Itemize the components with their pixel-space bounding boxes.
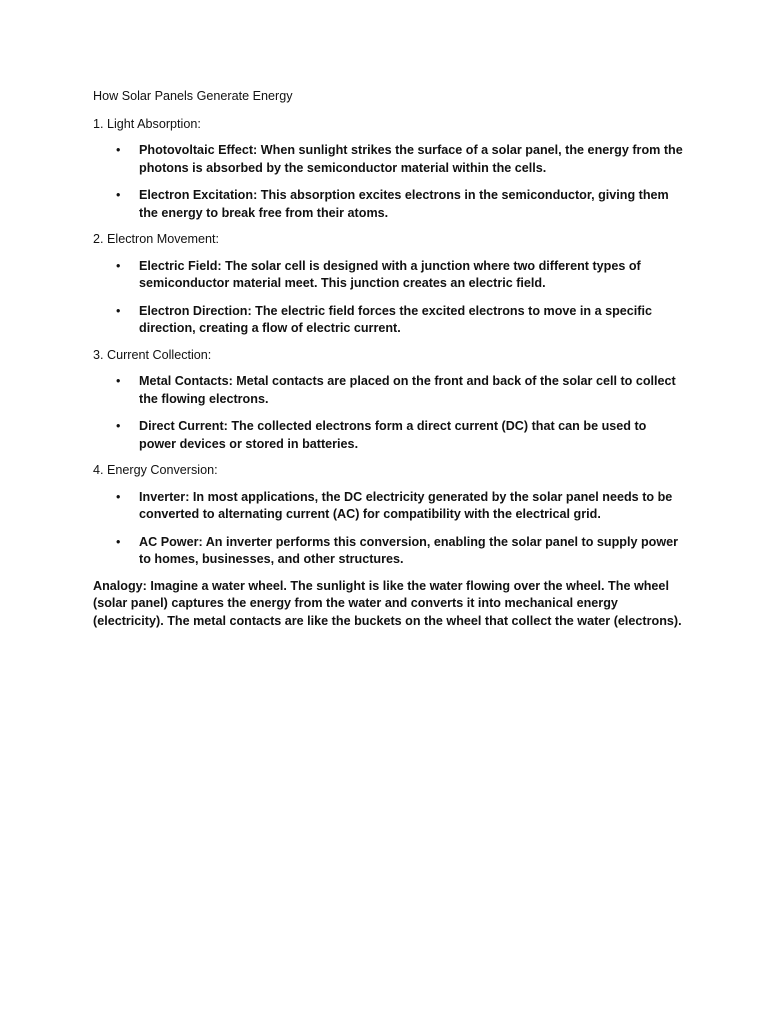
- list-item: [93, 142, 683, 177]
- bullet-list: [93, 142, 683, 222]
- list-item-text: Electric Field: The solar cell is designed with a junction where two different types of semiconductor material meet. This junction creates an electric field.: [139, 258, 641, 290]
- section-heading: 1. Light Absorption:: [93, 116, 201, 131]
- list-item: [93, 258, 683, 293]
- list-item-text: Inverter: In most applications, the DC electricity generated by the solar panel needs to be converted to alternating current (AC) for compatibility with the electrical grid.: [139, 489, 673, 521]
- bullet-icon: •: [116, 143, 121, 157]
- bullet-list: [93, 258, 683, 338]
- list-item-text: Metal Contacts: Metal contacts are placed on the front and back of the solar cell to collect the flowing electrons.: [139, 374, 676, 406]
- document-title: How Solar Panels Generate Energy: [93, 89, 293, 103]
- section-heading: 3. Current Collection:: [93, 347, 212, 362]
- list-item-text: Electron Direction: The electric field forces the excited electrons to move in a specific direction, creating a flow of electric current.: [139, 303, 653, 335]
- bullet-icon: •: [116, 258, 121, 273]
- section-current-collection: [93, 347, 683, 454]
- section-energy-conversion: [93, 462, 683, 569]
- bullet-icon: •: [116, 188, 121, 202]
- list-item: [93, 489, 683, 524]
- list-item-text: AC Power: An inverter performs this conversion, enabling the solar panel to supply power to homes, businesses, and other structures.: [139, 534, 679, 566]
- list-item-text: Direct Current: The collected electrons form a direct current (DC) that can be used to power devices or stored in batteries.: [139, 419, 647, 451]
- list-item: [93, 534, 683, 569]
- document-page: [93, 88, 683, 630]
- section-heading: 2. Electron Movement:: [93, 232, 219, 246]
- list-item: [93, 303, 683, 338]
- list-item-text: Electron Excitation: This absorption excites electrons in the semiconductor, giving them the energy to break free from their atoms.: [139, 188, 669, 220]
- bullet-icon: •: [116, 489, 121, 504]
- list-item: [93, 373, 683, 408]
- list-item-text: Photovoltaic Effect: When sunlight strikes the surface of a solar panel, the energy from the photons is absorbed by the semiconductor material within the cells.: [139, 143, 683, 175]
- bullet-list: [93, 373, 683, 453]
- bullet-icon: •: [116, 374, 121, 388]
- bullet-icon: •: [116, 419, 121, 433]
- bullet-icon: •: [116, 534, 121, 549]
- section-heading: 4. Energy Conversion:: [93, 463, 218, 477]
- section-light-absorption: [93, 116, 683, 223]
- bullet-list: [93, 489, 683, 569]
- analogy-paragraph: Analogy: Imagine a water wheel. The sunlight is like the water flowing over the wheel. The wheel (solar panel) captures the energy from the water and converts it into mechanical energy (electricity). The metal contacts are like the buckets on the wheel that collect the water (electrons).: [93, 578, 682, 628]
- list-item: [93, 418, 683, 453]
- bullet-icon: •: [116, 303, 121, 318]
- section-electron-movement: [93, 231, 683, 338]
- list-item: [93, 187, 683, 222]
